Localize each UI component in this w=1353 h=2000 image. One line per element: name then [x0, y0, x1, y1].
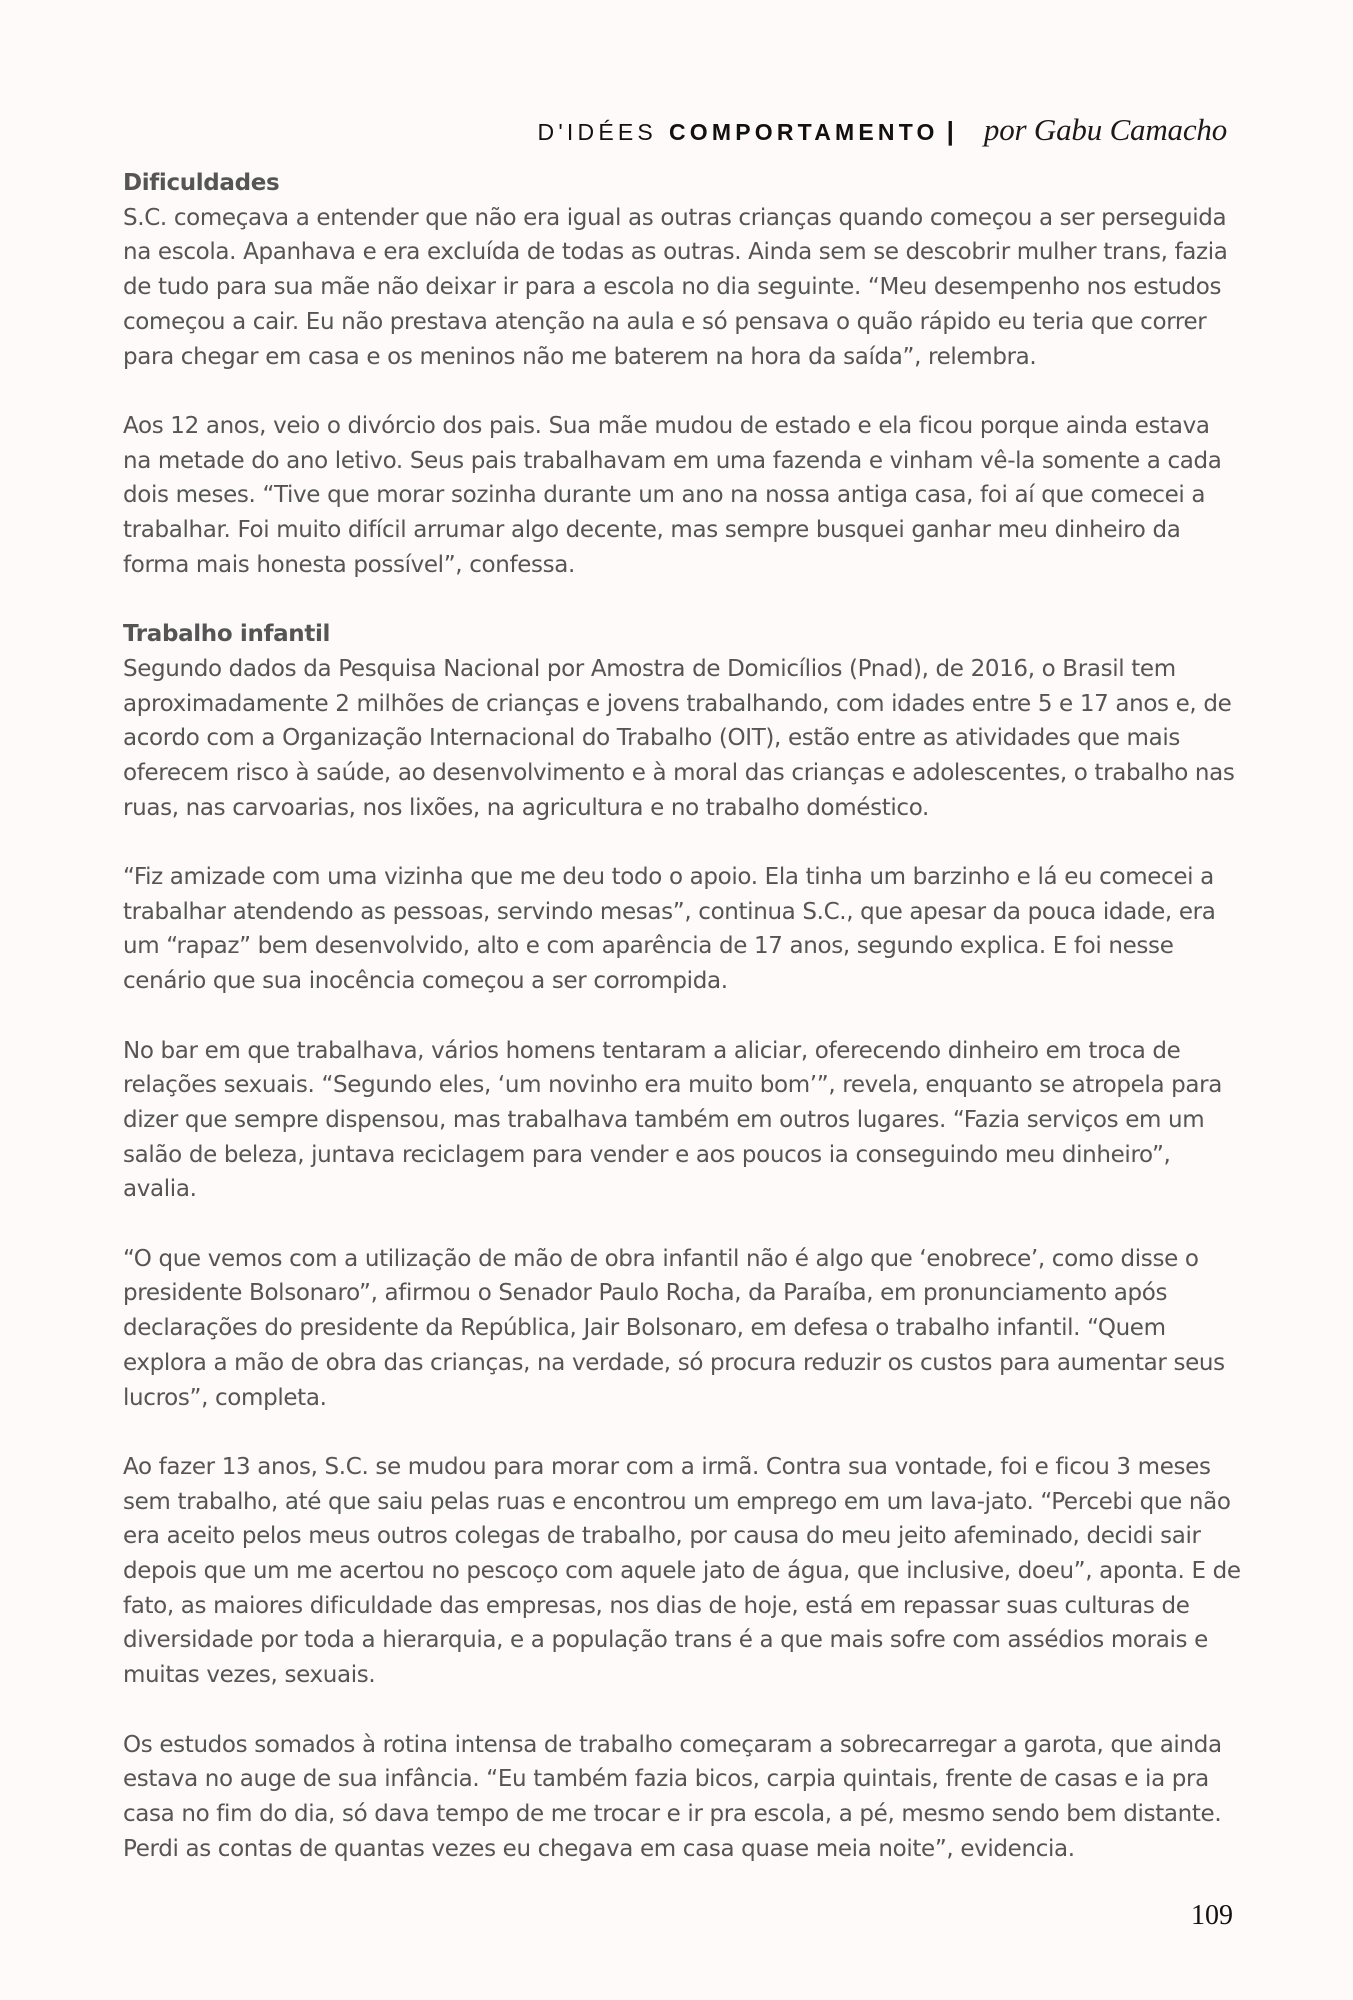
article-paragraph: Os estudos somados à rotina intensa de trabalho começaram a sobrecarregar a garota, que ainda estava no auge de sua infância. “Eu também fazia bicos, carpia quintais, frente de casas e ia pra casa no fim do dia, só dava tempo de me trocar e ir pra escola, a pé, mesmo sendo bem distante. Perdi as contas de quantas vezes eu chegava em casa quase meia noite”, evidencia. [123, 1731, 1222, 1862]
article-body [123, 166, 1243, 1866]
section-heading: Trabalho infantil [123, 621, 331, 648]
section-trabalho-infantil [123, 617, 1243, 1866]
article-paragraph: “O que vemos com a utilização de mão de obra infantil não é algo que ‘enobrece’, como disse o presidente Bolsonaro”, afirmou o Senador Paulo Rocha, da Paraíba, em pronunciamento após declarações do presidente da República, Jair Bolsonaro, em defesa o trabalho infantil. “Quem explora a mão de obra das crianças, na verdade, só procura reduzir os custos para aumentar seus lucros”, completa. [123, 1245, 1225, 1411]
header-separator: | [946, 116, 954, 146]
author-byline: por Gabu Camacho [983, 112, 1227, 147]
page-number: 109 [1191, 1900, 1233, 1931]
section-heading: Dificuldades [123, 170, 280, 196]
article-paragraph: “Fiz amizade com uma vizinha que me deu todo o apoio. Ela tinha um barzinho e lá eu comecei a trabalhar atendendo as pessoas, servindo mesas”, continua S.C., que apesar da pouca idade, era um “rapaz” bem desenvolvido, alto e com aparência de 17 anos, segundo explica. E foi nesse cenário que sua inocência começou a ser corrompida. [123, 864, 1216, 995]
article-paragraph: Aos 12 anos, veio o divórcio dos pais. Sua mãe mudou de estado e ela ficou porque ainda estava na metade do ano letivo. Seus pais trabalhavam em uma fazenda e vinham vê-la somente a cada dois meses. “Tive que morar sozinha durante um ano na nossa antiga casa, foi aí que comecei a trabalhar. Foi muito difícil arrumar algo decente, mas sempre busquei ganhar meu dinheiro da forma mais honesta possível”, confessa. [123, 412, 1222, 578]
section-title: COMPORTAMENTO [668, 119, 939, 145]
article-paragraph: No bar em que trabalhava, vários homens tentaram a aliciar, oferecendo dinheiro em troca de relações sexuais. “Segundo eles, ‘um novinho era muito bom’”, revela, enquanto se atropela para dizer que sempre dispensou, mas trabalhava também em outros lugares. “Fazia serviços em um salão de beleza, juntava reciclagem para vender e aos poucos ia conseguindo meu dinheiro”, avalia. [123, 1037, 1223, 1203]
magazine-kicker: D'IDÉES [537, 119, 657, 145]
article-paragraph: S.C. começava a entender que não era igual as outras crianças quando começou a ser perseguida na escola. Apanhava e era excluída de todas as outras. Ainda sem se descobrir mulher trans, fazia de tudo para sua mãe não deixar ir para a escola no dia seguinte. “Meu desempenho nos estudos começou a cair. Eu não prestava atenção na aula e só pensava o quão rápido eu teria que correr para chegar em casa e os meninos não me baterem na hora da saída”, relembra. [123, 204, 1228, 370]
article-paragraph: Segundo dados da Pesquisa Nacional por Amostra de Domicílios (Pnad), de 2016, o Brasil tem aproximadamente 2 milhões de crianças e jovens trabalhando, com idades entre 5 e 17 anos e, de acordo com a Organização Internacional do Trabalho (OIT), estão entre as atividades que mais oferecem risco à saúde, ao desenvolvimento e à moral das crianças e adolescentes, o trabalho nas ruas, nas carvoarias, nos lixões, na agricultura e no trabalho doméstico. [123, 655, 1235, 821]
article-paragraph: Ao fazer 13 anos, S.C. se mudou para morar com a irmã. Contra sua vontade, foi e ficou 3 meses sem trabalho, até que saiu pelas ruas e encontrou um emprego em um lava-jato. “Percebi que não era aceito pelos meus outros colegas de trabalho, por causa do meu jeito afeminado, decidi sair depois que um me acertou no pescoço com aquele jato de água, que inclusive, doeu”, aponta. E de fato, as maiores dificuldade das empresas, nos dias de hoje, está em repassar suas culturas de diversidade por toda a hierarquia, e a população trans é a que mais sofre com assédios morais e muitas vezes, sexuais. [123, 1453, 1241, 1689]
magazine-header [538, 112, 1227, 148]
section-dificuldades [123, 166, 1243, 582]
